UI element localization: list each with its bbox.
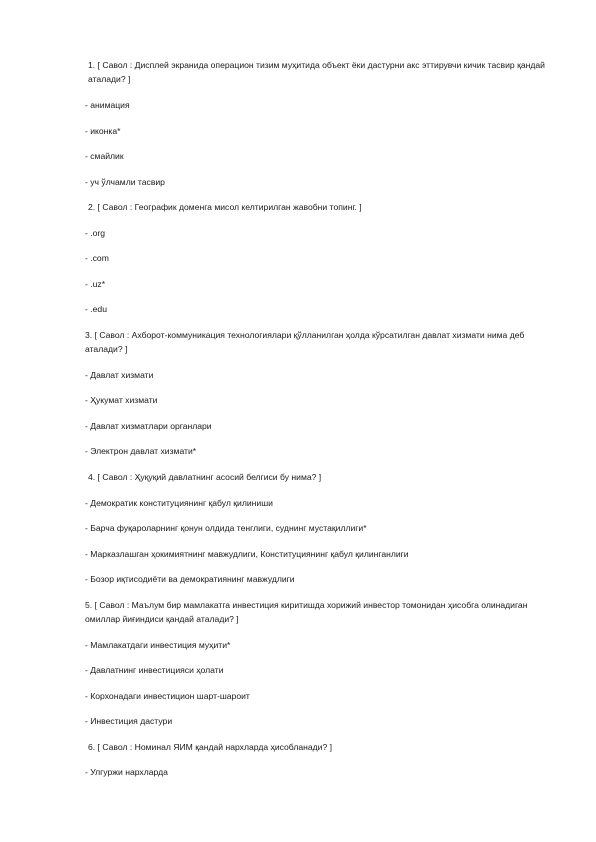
question-3: 3. [ Савол : Ахборот-коммуникация технологиялари қўлланилган ҳолда кўрсатилган давлат хизмати нима деб аталади? ] <box>85 329 525 355</box>
question-4: 4. [ Савол : Ҳуқуқий давлатнинг асосий белгиси бу нима? ] <box>88 471 322 482</box>
answer-option: - .com <box>85 253 109 264</box>
answer-option: - Электрон давлат хизмати* <box>85 446 197 457</box>
question-1: 1. [ Савол : Дисплей экранида операцион тизим муҳитида объект ёки дастурни акс эттирувчи кичик тасвир қандай аталади? ] <box>88 60 545 85</box>
answer-option: - смайлик <box>85 151 124 162</box>
answer-option: - анимация <box>85 100 130 111</box>
answer-option: - .edu <box>85 304 107 315</box>
answer-option: - Ҳукумат хизмати <box>85 395 158 406</box>
question-2: 2. [ Савол : Географик доменга мисол келтирилган жавобни топинг. ] <box>88 202 362 213</box>
answer-option: - Инвестиция дастури <box>85 716 173 727</box>
document-body <box>85 58 555 791</box>
answer-option: - иконка* <box>85 125 121 136</box>
answer-option: - Давлатнинг инвестицияси ҳолати <box>85 665 224 676</box>
answer-option: - .org <box>85 227 106 238</box>
answer-option: - Давлат хизмати <box>85 369 154 380</box>
question-5: 5. [ Савол : Маълум бир мамлакатга инвестиция киритишда хорижий инвестор томонидан ҳисобга олинадиган омиллар йиғиндиси қандай аталади? ] <box>85 599 528 625</box>
answer-option: - Улгуржи нархларда <box>85 767 168 778</box>
answer-option: - Марказлашган ҳокимиятнинг мавжудлиги, Конституциянинг қабул қилинганлиги <box>85 548 409 559</box>
answer-option: - .uz* <box>85 278 106 289</box>
answer-option: - Корхонадаги инвестицион шарт-шароит <box>85 690 250 701</box>
answer-option: - Бозор иқтисодиёти ва демократиянинг мавжудлиги <box>85 574 295 585</box>
question-6: 6. [ Савол : Номинал ЯИМ қандай нархларда ҳисобланади? ] <box>88 741 333 752</box>
answer-option: - Барча фуқароларнинг қонун олдида тенглиги, суднинг мустақиллиги* <box>85 523 367 534</box>
answer-option: - Демократик конституциянинг қабул қилиниши <box>85 497 273 508</box>
answer-option: - Давлат хизматлари органлари <box>85 420 212 431</box>
answer-option: - уч ўлчамли тасвир <box>85 176 165 187</box>
answer-option: - Мамлакатдаги инвестиция муҳити* <box>85 639 231 650</box>
